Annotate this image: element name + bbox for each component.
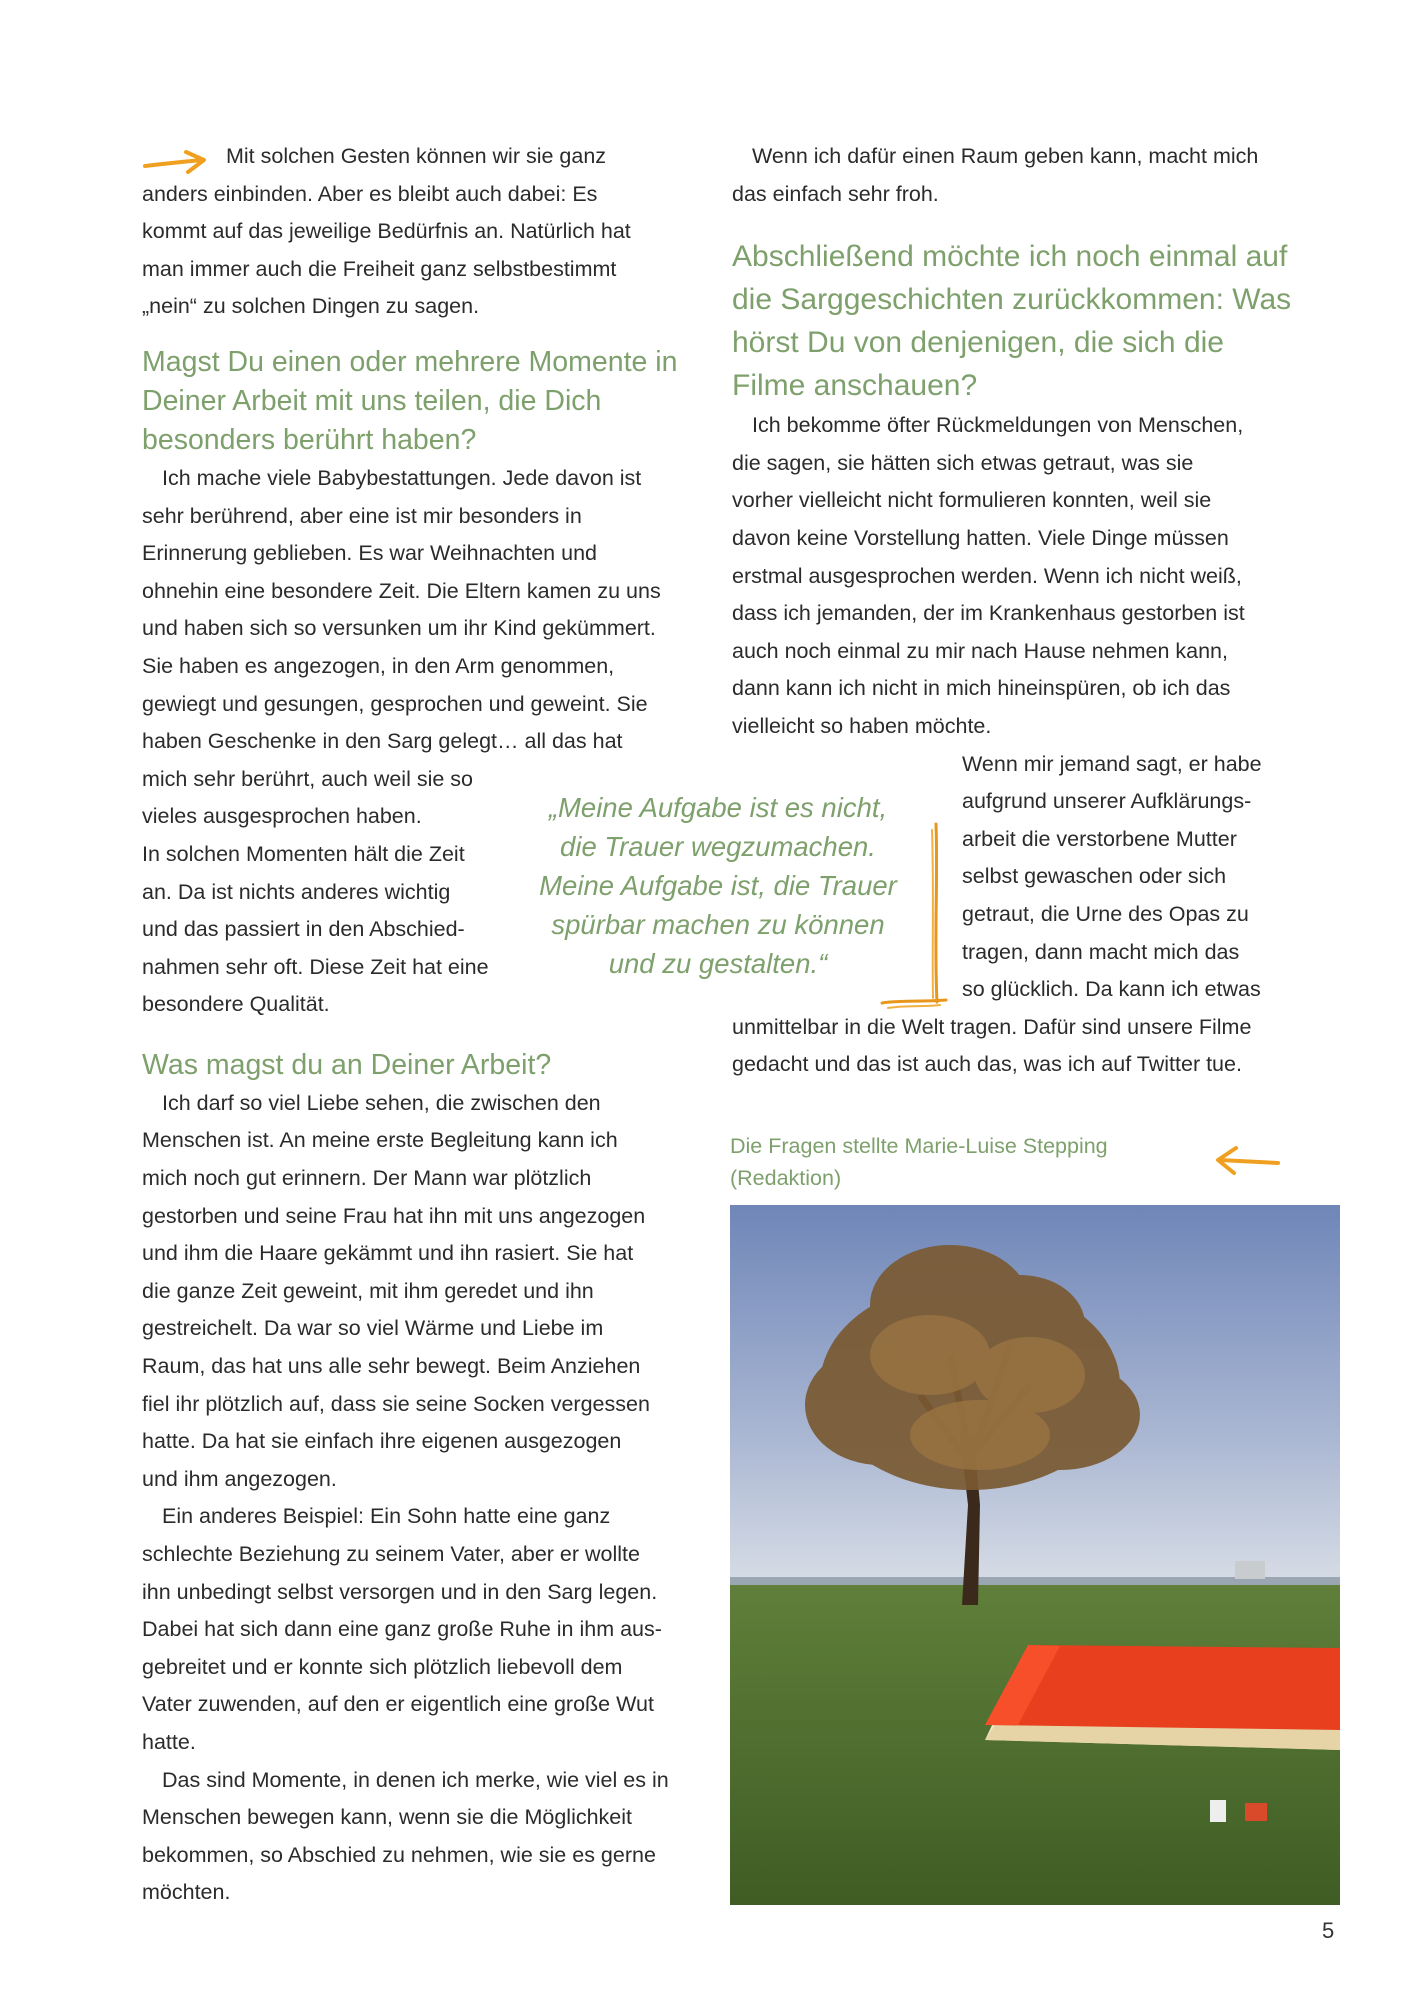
intro-paragraph: Mit solchen Gesten können wir sie ganz anders einbinden. Aber es bleibt auch dabei: Es kommt auf das jeweilige Bedürfnis an. Natürlich hat man immer auch die Freiheit ganz selbstbestimmt „nein“ zu solchen Dingen zu sagen. xyxy=(142,144,631,319)
left-column xyxy=(142,138,702,1912)
photo-illustration xyxy=(730,1205,1340,1905)
answer-love: Ich darf so viel Liebe sehen, die zwischen den Menschen ist. An meine erste Begleitung kann ich mich noch gut erinnern. Der Mann war plötzlich gestorben und seine Frau hat ihn mit uns angezogen und ihm die Haare gekämmt und ihn rasiert. Sie hat die ganze Zeit geweint, mit ihm geredet und ihn gestreichelt. Da war so viel Wärme und Liebe im Raum, das hat uns alle sehr bewegt. Beim Anziehen fiel ihr plötzlich auf, dass sie seine Socken vergessen hatte. Da hat sie einfach ihre eigenen ausgezogen und ihm angezogen. xyxy=(142,1090,650,1491)
interview-credit: Die Fragen stellte Marie-Luise Stepping (Redaktion) xyxy=(730,1134,1108,1190)
orange-arrow-left-icon xyxy=(1212,1145,1282,1179)
pull-quote: „Meine Aufgabe ist es nicht, die Trauer wegzumachen. Meine Aufgabe ist, die Trauer spürbar machen zu können und zu gestalten.“ xyxy=(539,792,897,979)
pull-quote-bracket xyxy=(880,820,950,1020)
answer-feedback: Ich bekomme öfter Rückmeldungen von Menschen, die sagen, sie hätten sich etwas getraut, was sie vorher vielleicht nicht formulieren konnten, weil sie davon keine Vorstellung hatten. Viele Dinge müssen erstmal ausgesprochen werden. Wenn ich nicht weiß, dass ich jemanden, der im Krankenhaus gestorben ist auch noch einmal zu mir nach Hause nehmen kann, dann kann ich nicht in mich hineinspüren, ob ich das vielleicht so haben möchte. xyxy=(732,413,1245,738)
page-number: 5 xyxy=(1322,1918,1335,1943)
answer-baby-funeral: Ich mache viele Babybestattungen. Jede davon ist sehr berührend, aber eine ist mir besonders in Erinnerung geblieben. Es war Weihnachten und ohnehin eine besondere Zeit. Die Eltern kamen zu uns und haben sich so versunken um ihr Kind gekümmert. Sie haben es angezogen, in den Arm genommen, gewiegt und gesungen, gesprochen und geweint. Sie haben Geschenke in den Sarg gelegt… all das hat mich sehr berührt, auch weil sie so vieles ausgesprochen haben. In solchen Momenten hält die Zeit an. Da ist nichts anderes wichtig und das passiert in den Abschied- nahmen sehr oft. Diese Zeit hat eine besondere Qualität. xyxy=(142,465,661,1017)
intro-right-paragraph: Wenn ich dafür einen Raum geben kann, macht mich das einfach sehr froh. xyxy=(732,144,1259,206)
answer-son-example: Ein anderes Beispiel: Ein Sohn hatte eine ganz schlechte Beziehung zu seinem Vater, aber er wollte ihn unbedingt selbst versorgen und in den Sarg legen. Dabei hat sich dann eine ganz große Ruhe in ihm aus- gebreitet und er konnte sich plötzlich liebevoll dem Vater zuwenden, auf den er eigentlich eine große Wut hatte. xyxy=(142,1504,662,1754)
question-sarggeschichten: Abschließend möchte ich noch einmal auf die Sarggeschichten zurückkommen: Was hörst Du von denjenigen, die sich die Filme anschauen? xyxy=(732,240,1292,403)
tree-and-red-coffin-photo xyxy=(730,1205,1340,1905)
question-moments: Magst Du einen oder mehrere Momente in Deiner Arbeit mit uns teilen, die Dich besonders berührt haben? xyxy=(142,345,678,456)
answer-moments: Das sind Momente, in denen ich merke, wie viel es in Menschen bewegen kann, wenn sie die Möglichkeit bekommen, so Abschied zu nehmen, wie sie es gerne möchten. xyxy=(142,1767,669,1905)
answer-films: unmittelbar in die Welt tragen. Dafür sind unsere Filme gedacht und das ist auch das, was ich auf Twitter tue. xyxy=(732,1014,1252,1077)
answer-wrap-text: Wenn mir jemand sagt, er habe aufgrund unserer Aufklärungs- arbeit die verstorbene Mutter selbst gewaschen oder sich getraut, die Urne des Opas zu tragen, dann macht mich das so glücklich. Da kann ich etwas xyxy=(962,751,1262,1002)
question-what-you-like: Was magst du an Deiner Arbeit? xyxy=(142,1048,552,1081)
